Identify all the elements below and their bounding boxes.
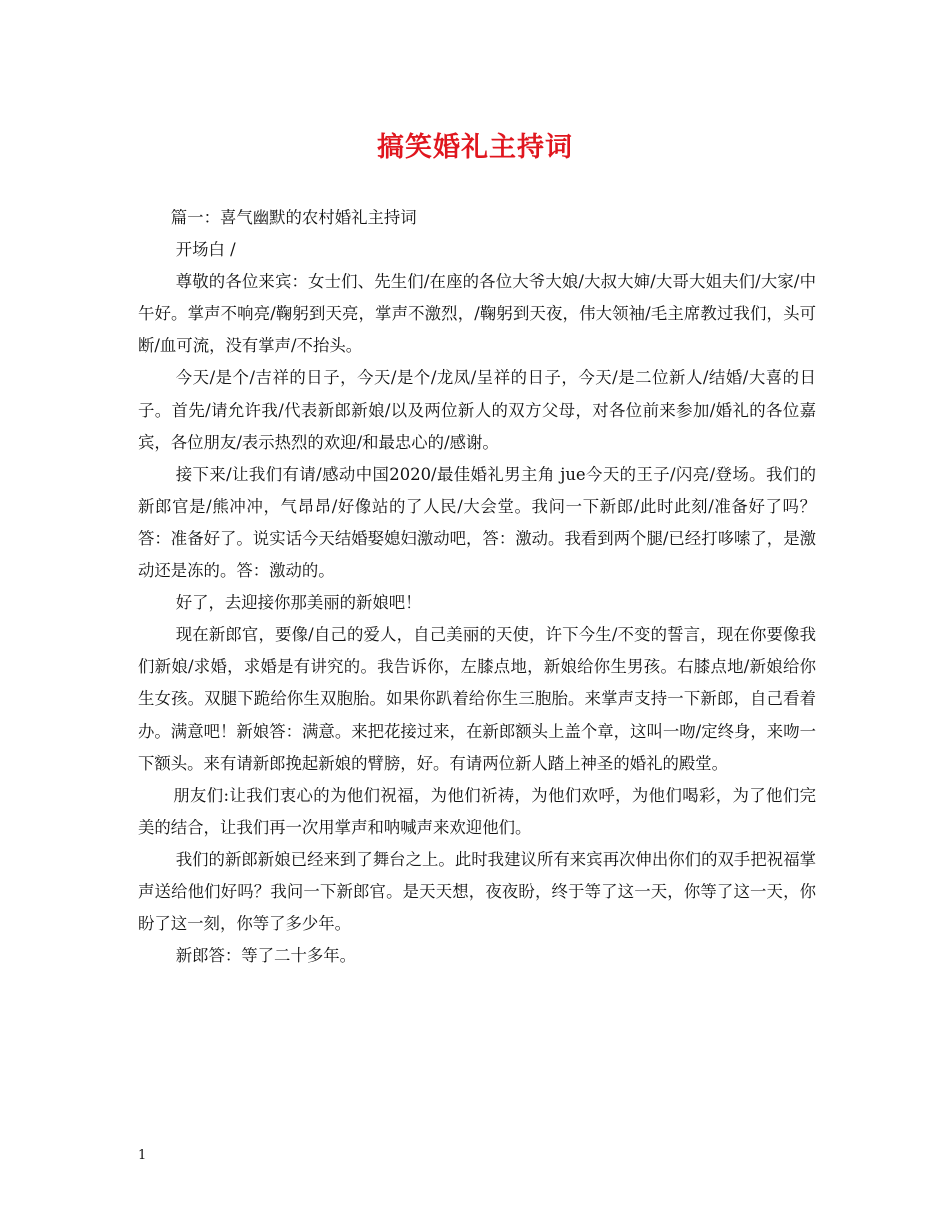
paragraph: 好了，去迎接你那美丽的新娘吧！ [175,593,422,613]
page-number: 1 [138,1148,147,1163]
paragraph: 尊敬的各位来宾：女士们、先生们/在座的各位大爷大娘/大叔大婶/大哥大姐夫们/大家/中午好。掌声不响亮/鞠躬到天亮，掌声不激烈，/鞠躬到天夜，伟大领袖/毛主席教过我们，头可断/血可流，没有掌声/不抬头。 [138,272,816,356]
document-body [138,202,816,972]
paragraph: 朋友们:让我们衷心的为他们祝福，为他们祈祷，为他们欢呼，为他们喝彩，为了他们完美的结合，让我们再一次用掌声和呐喊声来欢迎他们。 [138,785,816,837]
section-heading: 篇一：喜气幽默的农村婚礼主持词 [170,208,417,227]
paragraph: 我们的新郎新娘已经来到了舞台之上。此时我建议所有来宾再次伸出你们的双手把祝福掌声送给他们好吗？我问一下新郎官。是天天想，夜夜盼，终于等了这一天，你等了这一天，你盼了这一刻，你等了多少年。 [138,849,816,934]
paragraph: 今天/是个/吉祥的日子，今天/是个/龙凤/呈祥的日子，今天/是二位新人/结婚/大喜的日子。首先/请允许我/代表新郎新娘/以及两位新人的双方父母，对各位前来参加/婚礼的各位嘉宾，各位朋友/表示热烈的欢迎/和最忠心的/感谢。 [138,368,816,452]
paragraph: 新郎答：等了二十多年。 [175,946,357,966]
paragraph-opening-label: 开场白 / [175,240,236,260]
paragraph: 现在新郎官，要像/自己的爱人，自己美丽的天使，许下今生/不变的誓言，现在你要像我们新娘/求婚，求婚是有讲究的。我告诉你，左膝点地，新娘给你生男孩。右膝点地/新娘给你生女孩。双腿下跪给你生双胞胎。如果你趴着给你生三胞胎。来掌声支持一下新郎，自己看着办。满意吧！新娘答：满意。来把花接过来，在新郎额头上盖个章，这叫一吻/定终身，来吻一下额头。来有请新郎挽起新娘的臂膀，好。有请两位新人踏上神圣的婚礼的殿堂。 [138,625,816,773]
document-title: 搞笑婚礼主持词 [377,132,573,163]
paragraph: 接下来/让我们有请/感动中国2020/最佳婚礼男主角 jue今天的王子/闪亮/登场。我们的新郎官是/熊冲冲，气昂昂/好像站的了人民/大会堂。我问一下新郎/此时此刻/准备好了吗？答：准备好了。说实话今天结婚娶媳妇激动吧，答：激动。我看到两个腿/已经打哆嗦了，是激动还是冻的。答：激动的。 [138,464,816,581]
